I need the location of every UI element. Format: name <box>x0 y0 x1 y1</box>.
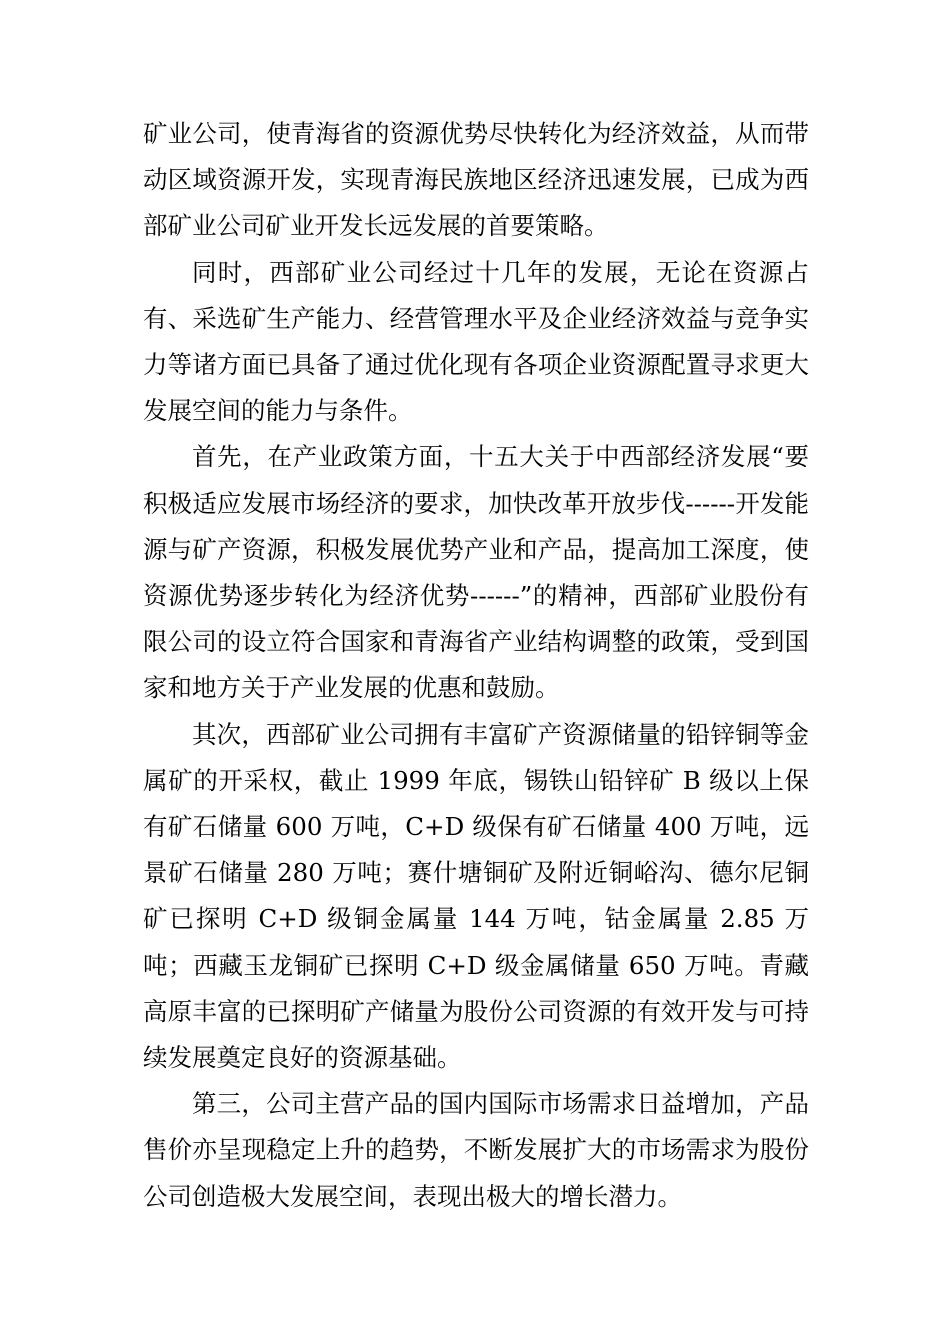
paragraph-development-capacity: 同时，西部矿业公司经过十几年的发展，无论在资源占有、采选矿生产能力、经营管理水平及企业经济效益与竞争实力等诸方面已具备了通过优化现有各项企业资源配置寻求更大发展空间的能力与条件。 <box>143 257 809 426</box>
paragraph-mineral-reserves: 其次，西部矿业公司拥有丰富矿产资源储量的铅锌铜等金属矿的开采权，截止 1999 年底，锡铁山铅锌矿 B 级以上保有矿石储量 600 万吨，C+D 级保有矿石储量 400 万吨，远景矿石储量 280 万吨；赛什塘铜矿及附近铜峪沟、德尔尼铜矿已探明 C+D 级铜金属量 144 万吨，钴金属量 2.85 万吨；西藏玉龙铜矿已探明 C+D 级金属储量 650 万吨。青藏高原丰富的已探明矿产储量为股份公司资源的有效开发与可持续发展奠定良好的资源基础。 <box>143 719 809 1073</box>
paragraph-industrial-policy: 首先，在产业政策方面，十五大关于中西部经济发展“要积极适应发展市场经济的要求，加快改革开放步伐------开发能源与矿产资源，积极发展优势产业和产品，提高加工深度，使资源优势逐步转化为经济优势------”的精神，西部矿业股份有限公司的设立符合国家和青海省产业结构调整的政策，受到国家和地方关于产业发展的优惠和鼓励。 <box>143 442 809 703</box>
paragraph-continuation: 矿业公司，使青海省的资源优势尽快转化为经济效益，从而带动区域资源开发，实现青海民族地区经济迅速发展，已成为西部矿业公司矿业开发长远发展的首要策略。 <box>143 119 809 241</box>
paragraph-market-demand: 第三，公司主营产品的国内国际市场需求日益增加，产品售价亦呈现稳定上升的趋势，不断发展扩大的市场需求为股份公司创造极大发展空间，表现出极大的增长潜力。 <box>143 1089 809 1211</box>
document-body <box>143 111 809 1220</box>
